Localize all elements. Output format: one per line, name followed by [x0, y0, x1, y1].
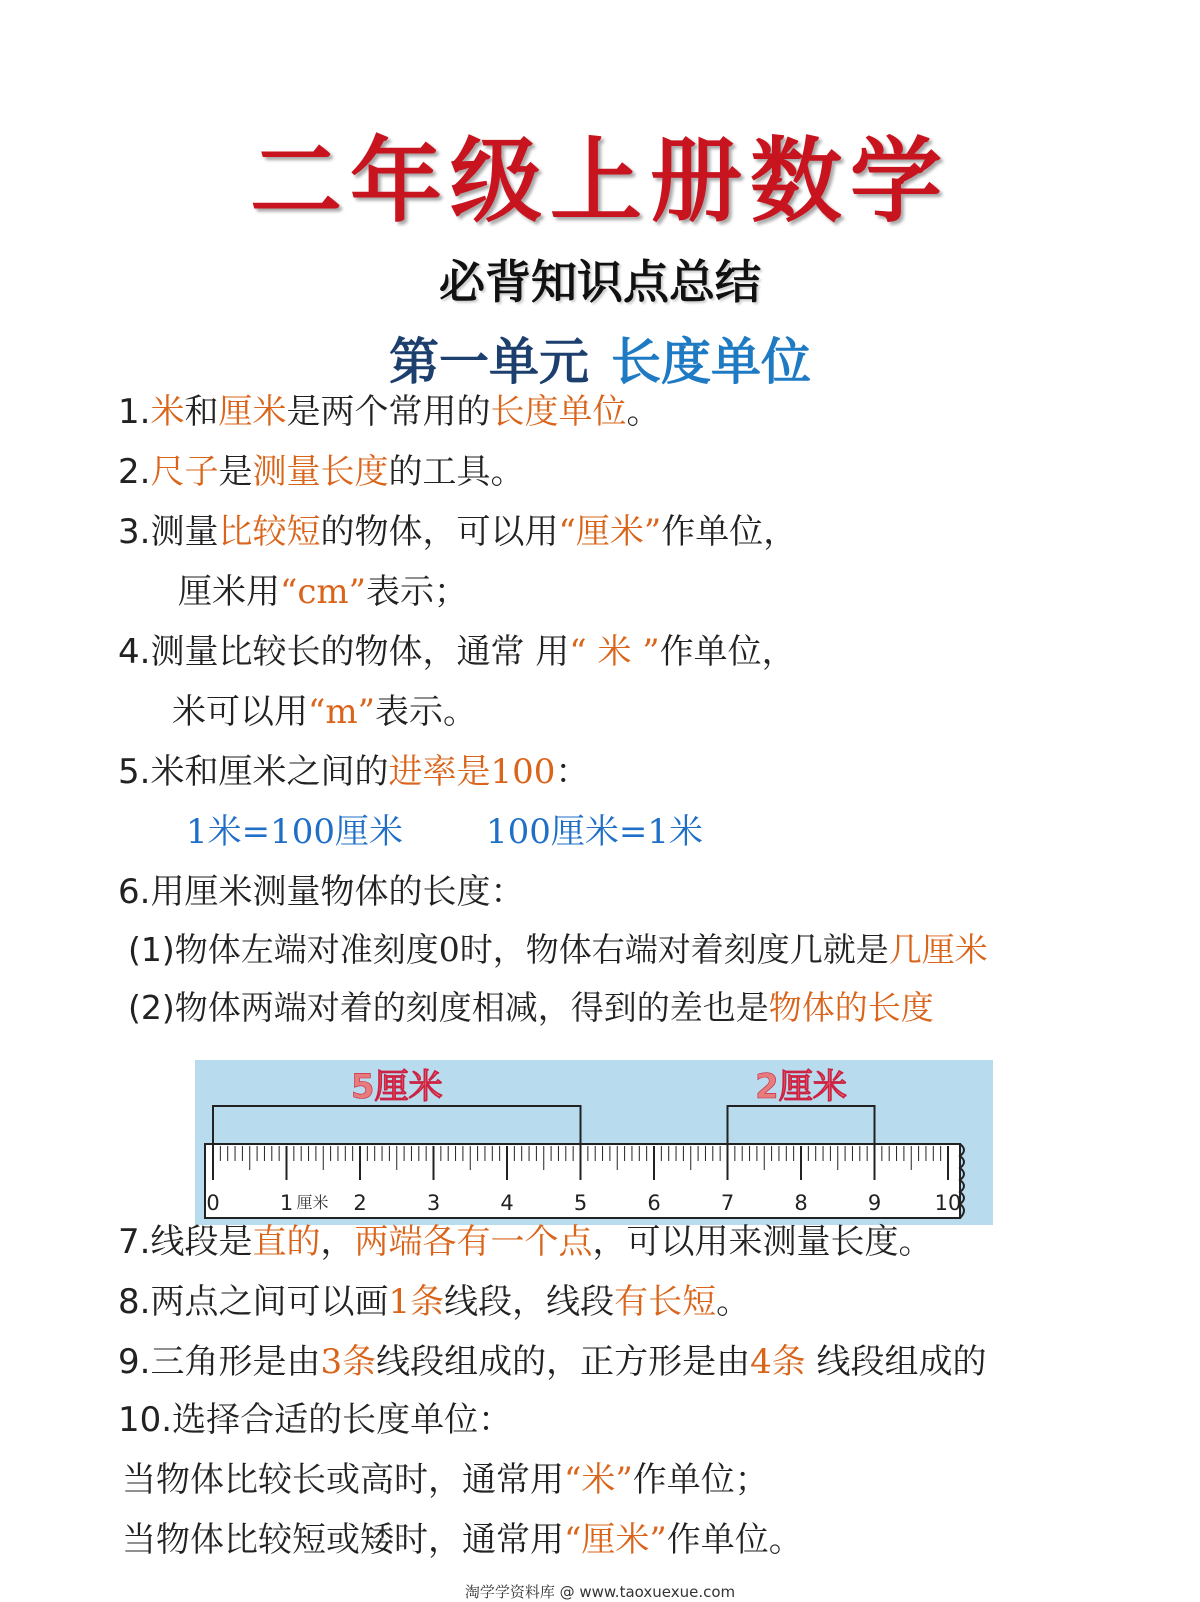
- item-10: 10.选择合适的长度单位：: [118, 1400, 513, 1440]
- unit-name: 长度单位: [611, 332, 811, 391]
- ruler-tick-label: 10: [934, 1191, 962, 1215]
- item-10-line-2: 当物体比较长或高时，通常用“米”作单位；: [122, 1460, 769, 1500]
- item-4: 4.测量比较长的物体，通常 用“ 米 ”作单位，: [118, 632, 796, 672]
- ruler-tick-label: 1: [279, 1191, 294, 1215]
- ruler-svg: [195, 1060, 993, 1225]
- ruler-tick-label: 4: [500, 1191, 514, 1215]
- item-9: 9.三角形是由3条线段组成的，正方形是由4条 线段组成的: [118, 1342, 987, 1382]
- item-3: 3.测量比较短的物体，可以用“厘米”作单位，: [118, 512, 798, 552]
- item-10-line-3: 当物体比较短或矮时，通常用“厘米”作单位。: [122, 1520, 803, 1560]
- item-5: 5.米和厘米之间的进率是100：: [118, 752, 590, 792]
- ruler-tick-label: 9: [867, 1191, 882, 1215]
- unit-label: 第一单元: [389, 332, 589, 391]
- item-8: 8.两点之间可以画1条线段，线段有长短。: [118, 1282, 751, 1322]
- item-1: 1.米和厘米是两个常用的长度单位。: [118, 392, 661, 432]
- ruler-tick-label: 7: [720, 1191, 735, 1215]
- bracket-left-label: 5厘米: [350, 1067, 443, 1107]
- item-6: 6.用厘米测量物体的长度：: [118, 872, 525, 912]
- unit-heading: [0, 322, 1200, 394]
- conversion-2: 100厘米=1米: [486, 812, 704, 852]
- ruler-tick-label: 8: [794, 1191, 808, 1215]
- item-4-line-2: 米可以用“m”表示。: [172, 692, 478, 732]
- ruler-tick-label: 0: [206, 1191, 220, 1215]
- item-6-sub-1: (1)物体左端对准刻度0时，物体右端对着刻度几就是几厘米: [128, 930, 988, 969]
- item-6-sub-2: (2)物体两端对着的刻度相减，得到的差也是物体的长度: [128, 988, 934, 1027]
- item-7: 7.线段是直的，两端各有一个点，可以用来测量长度。: [118, 1222, 933, 1262]
- ruler-illustration: [195, 1060, 993, 1225]
- item-2: 2.尺子是测量长度的工具。: [118, 452, 525, 492]
- conversion-1: 1米=100厘米: [186, 812, 404, 852]
- ruler-tick-label: 2: [353, 1191, 367, 1215]
- page-subtitle: 必背知识点总结: [439, 255, 761, 309]
- ruler-tick-label: 6: [647, 1191, 661, 1215]
- bracket-right-label: 2厘米: [755, 1067, 847, 1107]
- item-3-line-2: 厘米用“cm”表示；: [178, 572, 469, 612]
- page-title: 二年级上册数学: [249, 127, 950, 235]
- ruler-tick-label: 5: [573, 1191, 588, 1215]
- ruler-unit-label: 厘米: [296, 1193, 329, 1212]
- ruler-tick-label: 3: [426, 1191, 441, 1215]
- watermark: 淘学学资料库 @ www.taoxuexue.com: [464, 1583, 736, 1601]
